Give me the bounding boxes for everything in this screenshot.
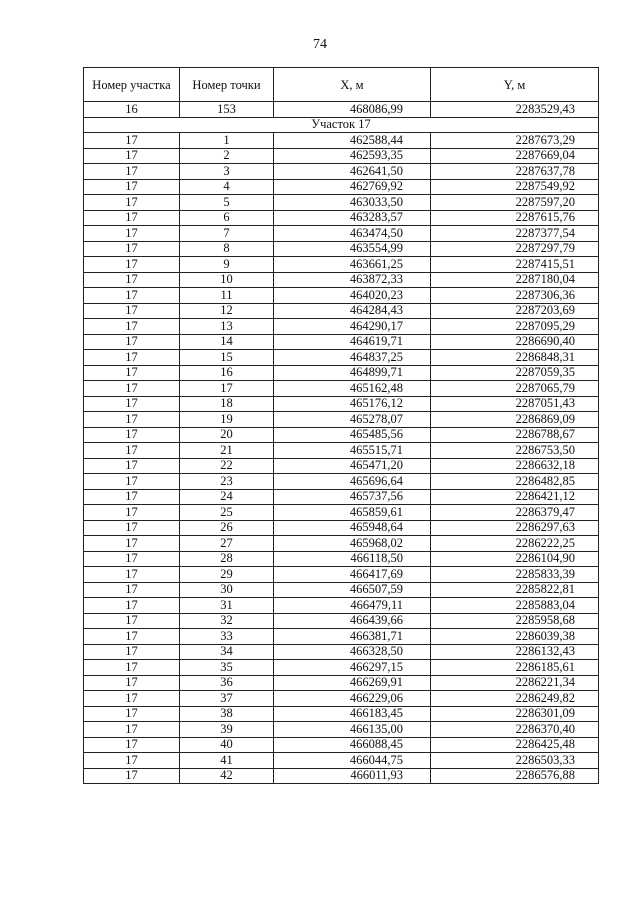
cell-parcel: 17 (84, 629, 180, 645)
cell-point: 4 (180, 179, 274, 195)
cell-x: 465515,71 (274, 443, 431, 459)
cell-y: 2287203,69 (431, 303, 599, 319)
table-row (84, 458, 599, 474)
cell-y: 2286039,38 (431, 629, 599, 645)
table-row (84, 319, 599, 335)
cell-parcel: 17 (84, 334, 180, 350)
cell-y: 2286576,88 (431, 768, 599, 784)
cell-y: 2287415,51 (431, 257, 599, 273)
cell-parcel: 17 (84, 195, 180, 211)
cell-x: 464837,25 (274, 350, 431, 366)
cell-y: 2286297,63 (431, 520, 599, 536)
table-row (84, 334, 599, 350)
cell-x: 466269,91 (274, 675, 431, 691)
cell-point: 9 (180, 257, 274, 273)
cell-parcel: 17 (84, 458, 180, 474)
cell-point: 14 (180, 334, 274, 350)
cell-parcel: 17 (84, 164, 180, 180)
cell-y: 2287597,20 (431, 195, 599, 211)
cell-point: 33 (180, 629, 274, 645)
cell-point: 10 (180, 272, 274, 288)
cell-parcel: 17 (84, 613, 180, 629)
table-row (84, 257, 599, 273)
cell-point: 30 (180, 582, 274, 598)
cell-parcel: 17 (84, 350, 180, 366)
section-row (84, 117, 599, 133)
cell-x: 465176,12 (274, 396, 431, 412)
cell-parcel: 17 (84, 753, 180, 769)
cell-x: 462588,44 (274, 133, 431, 149)
table-row (84, 582, 599, 598)
cell-point: 39 (180, 722, 274, 738)
cell-x: 464899,71 (274, 365, 431, 381)
cell-parcel: 17 (84, 675, 180, 691)
cell-point: 2 (180, 148, 274, 164)
cell-point: 8 (180, 241, 274, 257)
cell-y: 2285883,04 (431, 598, 599, 614)
table-row (84, 489, 599, 505)
cell-point: 29 (180, 567, 274, 583)
cell-y: 2286104,90 (431, 551, 599, 567)
cell-y: 2286379,47 (431, 505, 599, 521)
cell-x: 465471,20 (274, 458, 431, 474)
cell-x: 466229,06 (274, 691, 431, 707)
cell-x: 465737,56 (274, 489, 431, 505)
cell-y: 2287673,29 (431, 133, 599, 149)
cell-y: 2287180,04 (431, 272, 599, 288)
cell-point: 7 (180, 226, 274, 242)
cell-y: 2287669,04 (431, 148, 599, 164)
cell-y: 2286132,43 (431, 644, 599, 660)
table-header (84, 68, 599, 102)
cell-x: 466088,45 (274, 737, 431, 753)
cell-point: 16 (180, 365, 274, 381)
header-point-number: Номер точки (180, 68, 274, 102)
cell-y: 2287051,43 (431, 396, 599, 412)
table-row (84, 210, 599, 226)
cell-parcel: 17 (84, 412, 180, 428)
cell-x: 468086,99 (274, 102, 431, 118)
table-row (84, 567, 599, 583)
cell-x: 465162,48 (274, 381, 431, 397)
cell-point: 15 (180, 350, 274, 366)
table-row (84, 164, 599, 180)
cell-point: 3 (180, 164, 274, 180)
cell-parcel: 17 (84, 722, 180, 738)
cell-parcel: 17 (84, 133, 180, 149)
cell-point: 18 (180, 396, 274, 412)
cell-x: 463474,50 (274, 226, 431, 242)
table-row (84, 753, 599, 769)
table-row (84, 660, 599, 676)
cell-y: 2287637,78 (431, 164, 599, 180)
cell-x: 466417,69 (274, 567, 431, 583)
cell-point: 6 (180, 210, 274, 226)
cell-x: 462641,50 (274, 164, 431, 180)
cell-x: 465948,64 (274, 520, 431, 536)
table-row (84, 288, 599, 304)
cell-point: 11 (180, 288, 274, 304)
table-row (84, 474, 599, 490)
cell-y: 2286753,50 (431, 443, 599, 459)
table-row (84, 613, 599, 629)
cell-y: 2286690,40 (431, 334, 599, 350)
cell-parcel: 17 (84, 443, 180, 459)
cell-y: 2287549,92 (431, 179, 599, 195)
cell-x: 462593,35 (274, 148, 431, 164)
cell-point: 25 (180, 505, 274, 521)
cell-point: 5 (180, 195, 274, 211)
cell-parcel: 17 (84, 691, 180, 707)
cell-x: 465968,02 (274, 536, 431, 552)
cell-point: 28 (180, 551, 274, 567)
cell-x: 466183,45 (274, 706, 431, 722)
cell-y: 2287059,35 (431, 365, 599, 381)
cell-point: 35 (180, 660, 274, 676)
table-row (84, 226, 599, 242)
cell-x: 466297,15 (274, 660, 431, 676)
table-row (84, 148, 599, 164)
cell-y: 2286249,82 (431, 691, 599, 707)
cell-x: 463283,57 (274, 210, 431, 226)
table-row (84, 629, 599, 645)
table-row (84, 427, 599, 443)
cell-y: 2287377,54 (431, 226, 599, 242)
cell-x: 465485,56 (274, 427, 431, 443)
cell-parcel: 17 (84, 381, 180, 397)
table-row (84, 675, 599, 691)
cell-parcel: 17 (84, 257, 180, 273)
cell-point: 12 (180, 303, 274, 319)
cell-x: 466135,00 (274, 722, 431, 738)
cell-x: 465696,64 (274, 474, 431, 490)
cell-x: 466118,50 (274, 551, 431, 567)
table-row (84, 303, 599, 319)
cell-parcel: 17 (84, 737, 180, 753)
cell-parcel: 17 (84, 660, 180, 676)
cell-point: 24 (180, 489, 274, 505)
cell-x: 464290,17 (274, 319, 431, 335)
cell-x: 465278,07 (274, 412, 431, 428)
cell-x: 466479,11 (274, 598, 431, 614)
cell-point: 17 (180, 381, 274, 397)
cell-y: 2286788,67 (431, 427, 599, 443)
cell-y: 2286185,61 (431, 660, 599, 676)
cell-parcel: 16 (84, 102, 180, 118)
cell-point: 27 (180, 536, 274, 552)
table-body (84, 102, 599, 784)
section-label: Участок 17 (84, 117, 599, 133)
cell-point: 38 (180, 706, 274, 722)
cell-point: 26 (180, 520, 274, 536)
table-row (84, 412, 599, 428)
table-row (84, 381, 599, 397)
cell-y: 2286222,25 (431, 536, 599, 552)
cell-point: 23 (180, 474, 274, 490)
cell-y: 2286869,09 (431, 412, 599, 428)
cell-parcel: 17 (84, 489, 180, 505)
table-row (84, 768, 599, 784)
cell-point: 153 (180, 102, 274, 118)
cell-x: 463554,99 (274, 241, 431, 257)
cell-parcel: 17 (84, 427, 180, 443)
cell-y: 2286632,18 (431, 458, 599, 474)
cell-y: 2286370,40 (431, 722, 599, 738)
table-row (84, 195, 599, 211)
header-x-coordinate: X, м (274, 68, 431, 102)
cell-parcel: 17 (84, 551, 180, 567)
table-row (84, 505, 599, 521)
table-row (84, 722, 599, 738)
table-row (84, 598, 599, 614)
cell-point: 40 (180, 737, 274, 753)
cell-y: 2287065,79 (431, 381, 599, 397)
cell-point: 41 (180, 753, 274, 769)
table-row (84, 706, 599, 722)
cell-point: 37 (180, 691, 274, 707)
table-row (84, 443, 599, 459)
cell-parcel: 17 (84, 210, 180, 226)
table-row (84, 133, 599, 149)
cell-point: 19 (180, 412, 274, 428)
cell-y: 2285833,39 (431, 567, 599, 583)
cell-point: 42 (180, 768, 274, 784)
cell-x: 466507,59 (274, 582, 431, 598)
table-row (84, 536, 599, 552)
cell-y: 2287615,76 (431, 210, 599, 226)
page-number: 74 (313, 37, 327, 52)
cell-parcel: 17 (84, 768, 180, 784)
table-row (84, 365, 599, 381)
cell-parcel: 17 (84, 288, 180, 304)
cell-x: 462769,92 (274, 179, 431, 195)
coordinates-table (83, 67, 599, 784)
cell-point: 21 (180, 443, 274, 459)
cell-parcel: 17 (84, 319, 180, 335)
cell-y: 2286482,85 (431, 474, 599, 490)
table-row (84, 396, 599, 412)
cell-x: 464284,43 (274, 303, 431, 319)
cell-x: 465859,61 (274, 505, 431, 521)
cell-point: 36 (180, 675, 274, 691)
header-parcel-number: Номер участка (84, 68, 180, 102)
cell-y: 2286425,48 (431, 737, 599, 753)
cell-y: 2285822,81 (431, 582, 599, 598)
table-row (84, 644, 599, 660)
table-row (84, 179, 599, 195)
cell-x: 466328,50 (274, 644, 431, 660)
cell-parcel: 17 (84, 365, 180, 381)
cell-x: 466381,71 (274, 629, 431, 645)
cell-point: 1 (180, 133, 274, 149)
cell-parcel: 17 (84, 474, 180, 490)
cell-x: 466439,66 (274, 613, 431, 629)
cell-x: 466044,75 (274, 753, 431, 769)
cell-parcel: 17 (84, 303, 180, 319)
cell-parcel: 17 (84, 582, 180, 598)
table-row (84, 350, 599, 366)
cell-parcel: 17 (84, 598, 180, 614)
table-row (84, 241, 599, 257)
cell-y: 2286221,34 (431, 675, 599, 691)
cell-point: 31 (180, 598, 274, 614)
cell-x: 463661,25 (274, 257, 431, 273)
table-row (84, 520, 599, 536)
cell-parcel: 17 (84, 536, 180, 552)
cell-x: 466011,93 (274, 768, 431, 784)
cell-parcel: 17 (84, 644, 180, 660)
cell-x: 464020,23 (274, 288, 431, 304)
cell-y: 2285958,68 (431, 613, 599, 629)
cell-x: 463872,33 (274, 272, 431, 288)
cell-point: 20 (180, 427, 274, 443)
cell-parcel: 17 (84, 272, 180, 288)
table-row (84, 691, 599, 707)
table-row (84, 102, 599, 118)
cell-y: 2286848,31 (431, 350, 599, 366)
cell-y: 2286503,33 (431, 753, 599, 769)
cell-parcel: 17 (84, 226, 180, 242)
cell-parcel: 17 (84, 179, 180, 195)
cell-y: 2286301,09 (431, 706, 599, 722)
header-y-coordinate: Y, м (431, 68, 599, 102)
cell-point: 32 (180, 613, 274, 629)
cell-point: 34 (180, 644, 274, 660)
cell-point: 13 (180, 319, 274, 335)
cell-point: 22 (180, 458, 274, 474)
cell-y: 2287297,79 (431, 241, 599, 257)
cell-x: 464619,71 (274, 334, 431, 350)
header-row (84, 68, 599, 102)
cell-parcel: 17 (84, 396, 180, 412)
table-row (84, 551, 599, 567)
table-row (84, 737, 599, 753)
cell-parcel: 17 (84, 520, 180, 536)
cell-parcel: 17 (84, 706, 180, 722)
cell-y: 2287095,29 (431, 319, 599, 335)
cell-y: 2286421,12 (431, 489, 599, 505)
cell-parcel: 17 (84, 148, 180, 164)
cell-y: 2283529,43 (431, 102, 599, 118)
cell-parcel: 17 (84, 505, 180, 521)
table-row (84, 272, 599, 288)
cell-x: 463033,50 (274, 195, 431, 211)
cell-parcel: 17 (84, 241, 180, 257)
cell-parcel: 17 (84, 567, 180, 583)
cell-y: 2287306,36 (431, 288, 599, 304)
